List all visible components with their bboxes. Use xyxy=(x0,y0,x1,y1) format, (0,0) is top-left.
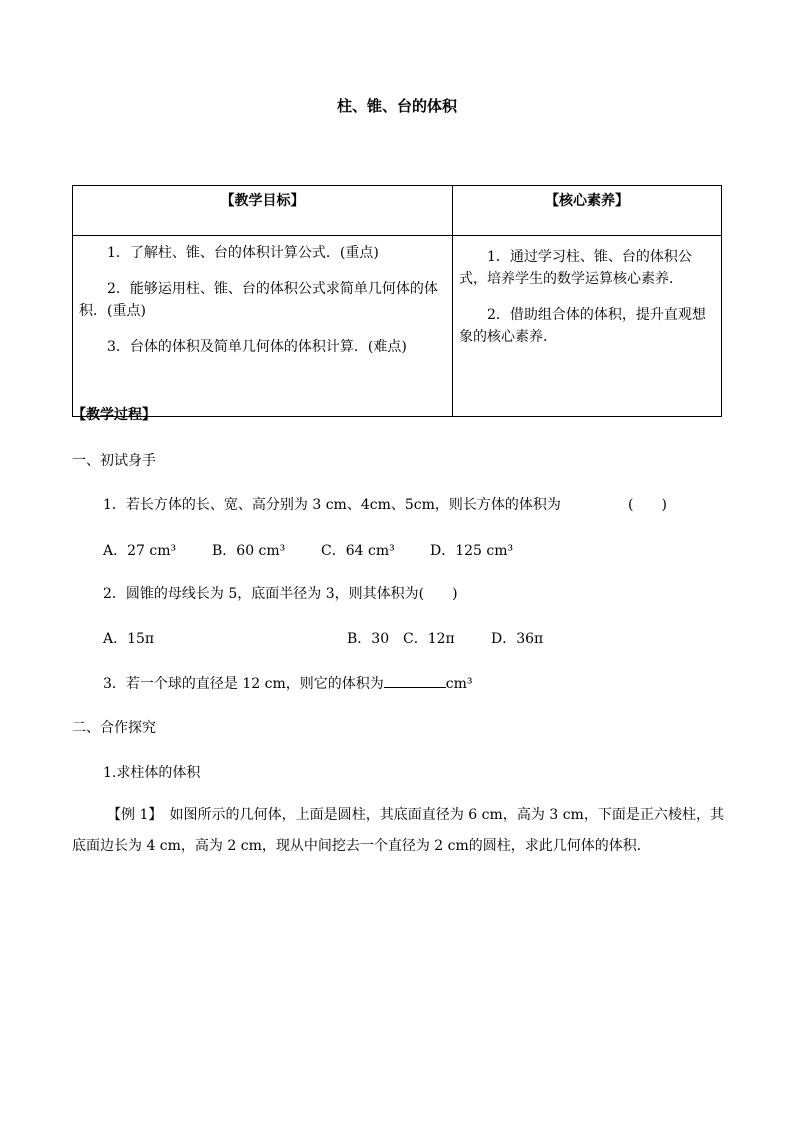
q1-option-b: B．60 cm³ xyxy=(212,543,286,559)
question-1-stem: 1．若长方体的长、宽、高分别为 3 cm、4cm、5cm，则长方体的体积为 xyxy=(103,497,561,513)
process-heading: 【教学过程】 xyxy=(72,407,156,423)
answer-blank xyxy=(384,673,446,688)
objectives-table xyxy=(72,185,722,417)
page-title: 柱、锥、台的体积 xyxy=(336,97,457,115)
q2-option-a: A．15π xyxy=(103,631,155,647)
question-3-unit: cm³ xyxy=(445,676,473,692)
question-1-paren: ( ) xyxy=(628,497,667,513)
goal-item: 2．能够运用柱、锥、台的体积公式求简单几何体的体积．(重点) xyxy=(79,281,438,319)
core-literacy-header: 【核心素养】 xyxy=(453,186,722,236)
q1-option-c: C．64 cm³ xyxy=(321,543,395,559)
question-3 xyxy=(103,673,472,693)
teaching-goals-header: 【教学目标】 xyxy=(73,186,453,236)
example-1-paragraph xyxy=(72,800,724,862)
q1-option-a: A．27 cm³ xyxy=(103,543,177,559)
goal-item: 3．台体的体积及简单几何体的体积计算．(难点) xyxy=(107,339,407,355)
q2-option-c: C．12π xyxy=(403,631,455,647)
example-text: 如图所示的几何体，上面是圆柱，其底面直径为 6 cm，高为 3 cm，下面是正六棱柱，其底面边长为 4 cm，高为 2 cm，现从中间挖去一个直径为 2 cm的圆柱，求此几何体的体积． xyxy=(72,807,724,854)
example-label: 【例 1】 xyxy=(107,807,156,823)
question-2-stem: 2．圆锥的母线长为 5，底面半径为 3，则其体积为( ) xyxy=(103,586,458,602)
subsection-heading: 1.求柱体的体积 xyxy=(103,765,201,781)
section-heading-2: 二、合作探究 xyxy=(72,720,156,736)
teaching-goals-cell xyxy=(73,236,453,417)
q2-option-b: B．30 xyxy=(347,631,390,647)
core-literacy-cell xyxy=(453,236,722,417)
q2-option-d: D．36π xyxy=(491,631,544,647)
section-heading-1: 一、初试身手 xyxy=(72,453,156,469)
question-3-stem: 3．若一个球的直径是 12 cm，则它的体积为 xyxy=(103,676,384,692)
literacy-item: 2．借助组合体的体积，提升直观想象的核心素养． xyxy=(459,307,706,345)
literacy-item: 1．通过学习柱、锥、台的体积公式，培养学生的数学运算核心素养． xyxy=(459,249,692,287)
goal-item: 1．了解柱、锥、台的体积计算公式．(重点) xyxy=(107,245,379,261)
q1-option-d: D．125 cm³ xyxy=(430,543,514,559)
